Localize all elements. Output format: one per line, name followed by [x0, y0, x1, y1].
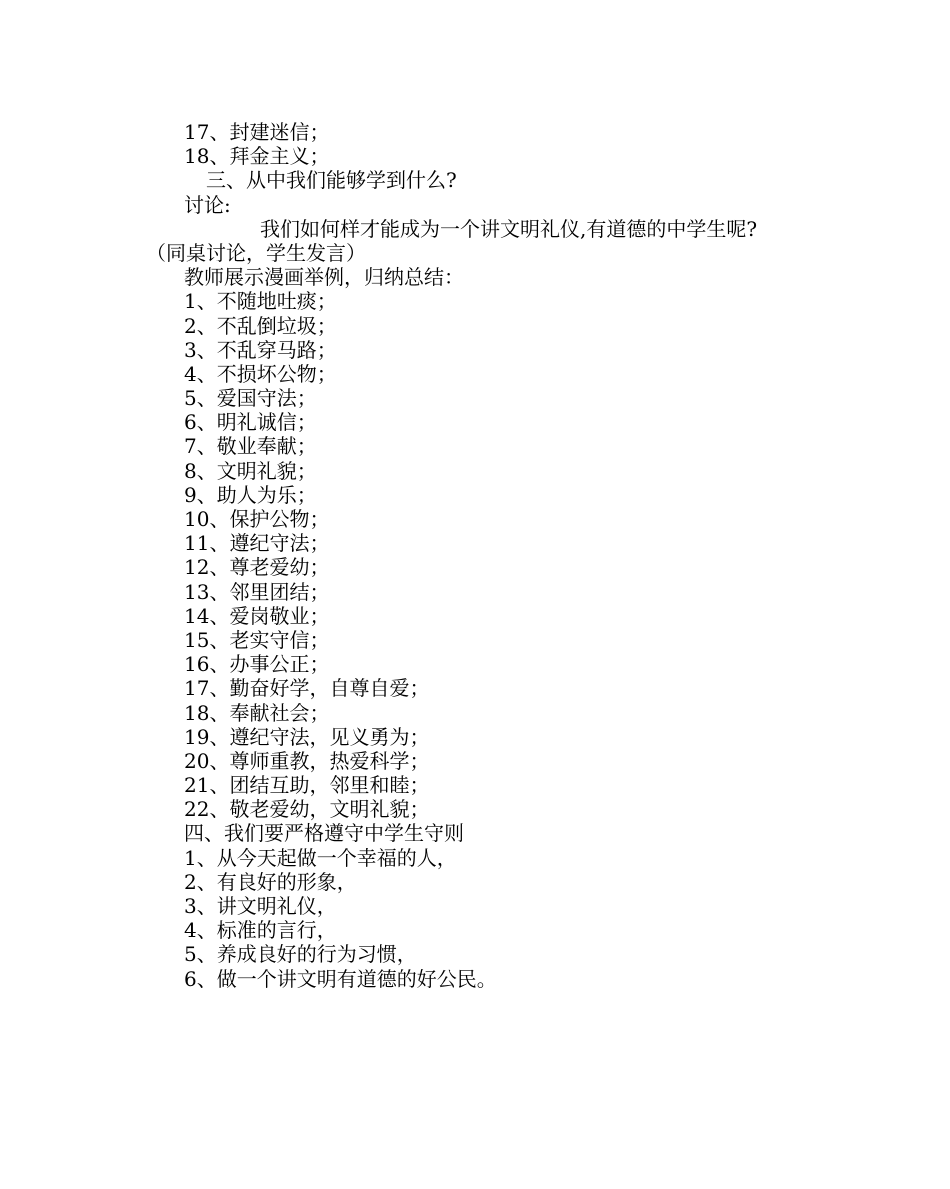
list-item: 19、遵纪守法，见义勇为； — [184, 724, 430, 749]
list-item: 18、奉献社会； — [184, 700, 330, 725]
section-heading: 三、从中我们能够学到什么? — [206, 168, 457, 193]
list-item: 14、爱岗敬业； — [184, 603, 330, 628]
list-item: 10、保护公物； — [184, 507, 330, 531]
list-item: 6、明礼诚信； — [184, 410, 317, 435]
list-item: 1、不随地吐痰； — [184, 289, 337, 314]
list-item: 20、尊师重教，热爱科学； — [184, 748, 430, 773]
list-item: 4、标准的言行， — [184, 918, 337, 943]
document-body — [0, 120, 950, 991]
list-item: 2、有良好的形象， — [184, 869, 357, 894]
list-item: 1、从今天起做一个幸福的人， — [184, 845, 457, 870]
list-item: 3、不乱穿马路； — [184, 337, 337, 362]
list-item: 11、遵纪守法； — [184, 531, 330, 556]
list-item: 5、爱国守法； — [184, 386, 317, 411]
list-item: 22、敬老爱幼，文明礼貌； — [184, 797, 430, 822]
list-item: 9、助人为乐； — [184, 482, 317, 507]
list-item: 2、不乱倒垃圾； — [184, 313, 337, 338]
list-item: 17、勤奋好学，自尊自爱； — [184, 676, 430, 701]
summary-intro: 教师展示漫画举例，归纳总结： — [184, 265, 464, 290]
list-item: 17、封建迷信； — [184, 120, 330, 144]
list-item: 13、邻里团结； — [184, 579, 330, 604]
list-item: 6、做一个讲文明有道德的好公民。 — [184, 966, 497, 991]
list-item: 16、办事公正； — [184, 652, 330, 677]
list-item: 4、不损坏公物； — [184, 361, 337, 386]
list-item: 5、养成良好的行为习惯， — [184, 942, 417, 967]
discussion-label: 讨论: — [184, 192, 231, 217]
list-item: 7、敬业奉献； — [184, 434, 317, 459]
discussion-note: （同桌讨论，学生发言） — [146, 240, 366, 265]
list-item: 18、拜金主义； — [184, 144, 330, 169]
list-item: 3、讲文明礼仪， — [184, 894, 337, 918]
list-item: 8、文明礼貌； — [184, 458, 317, 483]
list-item: 15、老实守信； — [184, 627, 330, 652]
list-item: 12、尊老爱幼； — [184, 555, 330, 580]
list-item: 21、团结互助，邻里和睦； — [184, 773, 430, 798]
discussion-question: 我们如何样才能成为一个讲文明礼仪,有道德的中学生呢? — [260, 216, 758, 241]
section-heading: 四、我们要严格遵守中学生守则 — [184, 821, 464, 846]
